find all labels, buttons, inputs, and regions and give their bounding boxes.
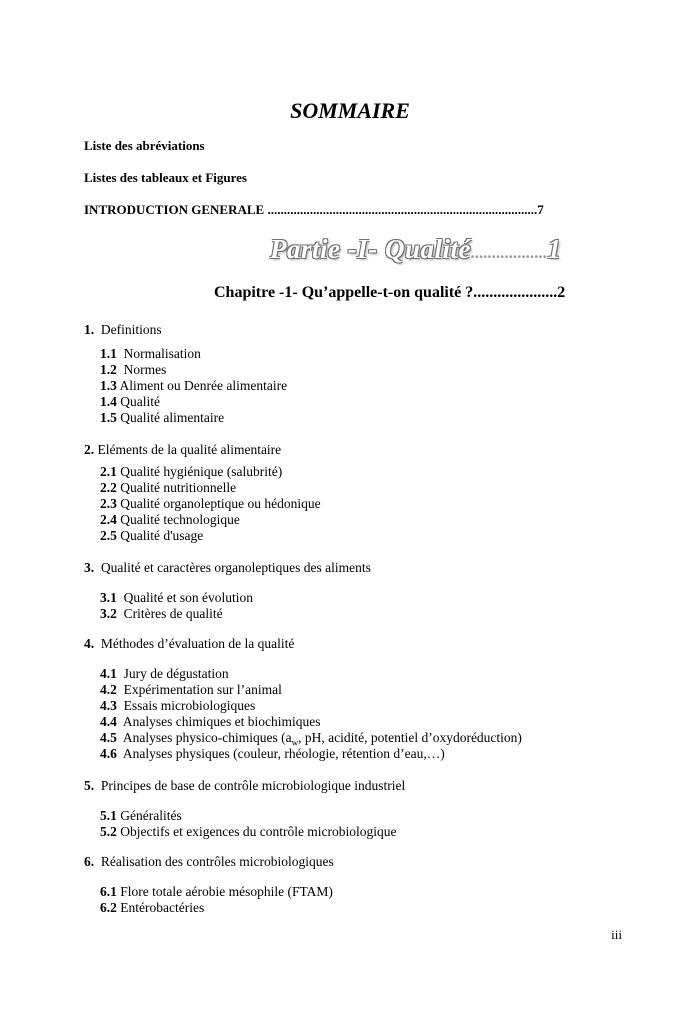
toc-subsection[interactable]: [100, 496, 321, 512]
subsection-number: 2.1: [100, 464, 117, 479]
subsection-label: Qualité technologique: [120, 512, 240, 527]
toc-subsection[interactable]: [100, 900, 204, 916]
subsection-label: Qualité organoleptique ou hédonique: [120, 496, 321, 511]
toc-tables-figures[interactable]: Listes des tableaux et Figures: [84, 170, 247, 185]
toc-subsection[interactable]: [100, 746, 445, 762]
subsection-label: Entérobactéries: [120, 900, 205, 915]
toc-subsection[interactable]: [100, 512, 240, 528]
water-activity-subscript: w: [291, 737, 299, 748]
toc-subsection[interactable]: [100, 808, 182, 824]
toc-subsection[interactable]: [100, 666, 229, 682]
subsection-label: Qualité nutritionnelle: [120, 480, 237, 495]
toc-section[interactable]: [84, 560, 371, 576]
subsection-label: Critères de qualité: [123, 606, 223, 621]
subsection-number: 6.2: [100, 900, 117, 915]
toc-subsection[interactable]: [100, 464, 282, 480]
subsection-label: Normes: [123, 362, 167, 377]
subsection-number: 2.4: [100, 512, 117, 527]
subsection-number: 2.3: [100, 496, 117, 511]
subsection-number: 1.3: [100, 378, 117, 393]
subsection-label: Normalisation: [123, 346, 201, 361]
section-number: 3.: [84, 560, 95, 575]
toc-subsection[interactable]: [100, 714, 320, 730]
toc-subsection[interactable]: [100, 410, 224, 426]
subsection-label: Analyses physiques (couleur, rhéologie, rétention d’eau,…): [122, 746, 445, 761]
section-number: 6.: [84, 854, 95, 869]
subsection-label: Expérimentation sur l’animal: [123, 682, 282, 697]
subsection-label: Essais microbiologiques: [123, 698, 256, 713]
toc-abbreviations[interactable]: Liste des abréviations: [84, 138, 205, 153]
subsection-label: Qualité et son évolution: [123, 590, 253, 605]
toc-subsection[interactable]: [100, 824, 397, 840]
section-number: 1.: [84, 322, 95, 337]
section-number: 4.: [84, 636, 95, 651]
toc-section[interactable]: [84, 778, 405, 794]
subsection-label: [122, 730, 522, 748]
toc-section[interactable]: [84, 322, 162, 338]
toc-subsection[interactable]: [100, 590, 253, 606]
toc-subsection[interactable]: [100, 394, 160, 410]
subsection-number: 5.2: [100, 824, 117, 839]
partie-label: Partie -I- Qualité: [270, 234, 471, 264]
section-label: Principes de base de contrôle microbiologique industriel: [100, 778, 406, 793]
toc-subsection[interactable]: [100, 378, 287, 394]
page-number: iii: [611, 927, 622, 942]
subsection-number: 1.2: [100, 362, 117, 377]
subsection-number: 2.5: [100, 528, 117, 543]
subsection-label: Objectifs et exigences du contrôle microbiologique: [120, 824, 397, 839]
partie-page: 1: [547, 234, 562, 264]
subsection-number: 3.1: [100, 590, 117, 605]
toc-section[interactable]: [84, 854, 334, 870]
toc-section[interactable]: [84, 636, 294, 652]
subsection-number: 3.2: [100, 606, 117, 621]
toc-partie-heading[interactable]: [270, 234, 561, 265]
subsection-number: 4.6: [100, 746, 117, 761]
subsection-label: Analyses chimiques et biochimiques: [122, 714, 321, 729]
subsection-label: Qualité: [120, 394, 160, 409]
subsection-number: 4.1: [100, 666, 117, 681]
section-label: Eléments de la qualité alimentaire: [97, 442, 282, 457]
subsection-number: 1.4: [100, 394, 117, 409]
toc-section[interactable]: [84, 442, 281, 458]
subsection-label: Jury de dégustation: [123, 666, 229, 681]
subsection-number: 1.5: [100, 410, 117, 425]
section-label: Méthodes d’évaluation de la qualité: [100, 636, 295, 651]
toc-chapitre-heading[interactable]: Chapitre -1- Qu’appelle-t-on qualité ?.....................2: [214, 284, 566, 301]
section-number: 2.: [84, 442, 95, 457]
toc-subsection[interactable]: [100, 606, 223, 622]
subsection-number: 1.1: [100, 346, 117, 361]
toc-subsection[interactable]: [100, 362, 166, 378]
toc-subsection[interactable]: [100, 480, 236, 496]
subsection-number: 6.1: [100, 884, 117, 899]
subsection-number: 2.2: [100, 480, 117, 495]
toc-subsection[interactable]: [100, 698, 255, 714]
subsection-number: 4.3: [100, 698, 117, 713]
toc-subsection[interactable]: [100, 528, 203, 544]
page-title: SOMMAIRE: [290, 98, 410, 123]
subsection-label-part: Analyses physico-chimiques (a: [122, 730, 292, 745]
partie-dots: ..................: [470, 243, 548, 262]
subsection-label-part: , pH, acidité, potentiel d’oxydoréduction): [298, 730, 522, 745]
toc-subsection[interactable]: [100, 346, 201, 362]
subsection-label: Qualité hygiénique (salubrité): [120, 464, 283, 479]
subsection-label: Qualité alimentaire: [120, 410, 225, 425]
toc-introduction[interactable]: INTRODUCTION GENERALE ...................................................................................7: [84, 202, 544, 217]
subsection-label: Aliment ou Denrée alimentaire: [119, 378, 288, 393]
section-label: Definitions: [100, 322, 162, 337]
subsection-number: 4.2: [100, 682, 117, 697]
subsection-number: 4.4: [100, 714, 117, 729]
section-label: Réalisation des contrôles microbiologiques: [100, 854, 334, 869]
section-label: Qualité et caractères organoleptiques des aliments: [100, 560, 371, 575]
subsection-number: 5.1: [100, 808, 117, 823]
subsection-label: Flore totale aérobie mésophile (FTAM): [120, 884, 333, 899]
subsection-number: 4.5: [100, 730, 117, 745]
subsection-label: Qualité d'usage: [120, 528, 204, 543]
subsection-label: Généralités: [120, 808, 182, 823]
section-number: 5.: [84, 778, 95, 793]
toc-subsection[interactable]: [100, 884, 333, 900]
toc-subsection[interactable]: [100, 682, 282, 698]
